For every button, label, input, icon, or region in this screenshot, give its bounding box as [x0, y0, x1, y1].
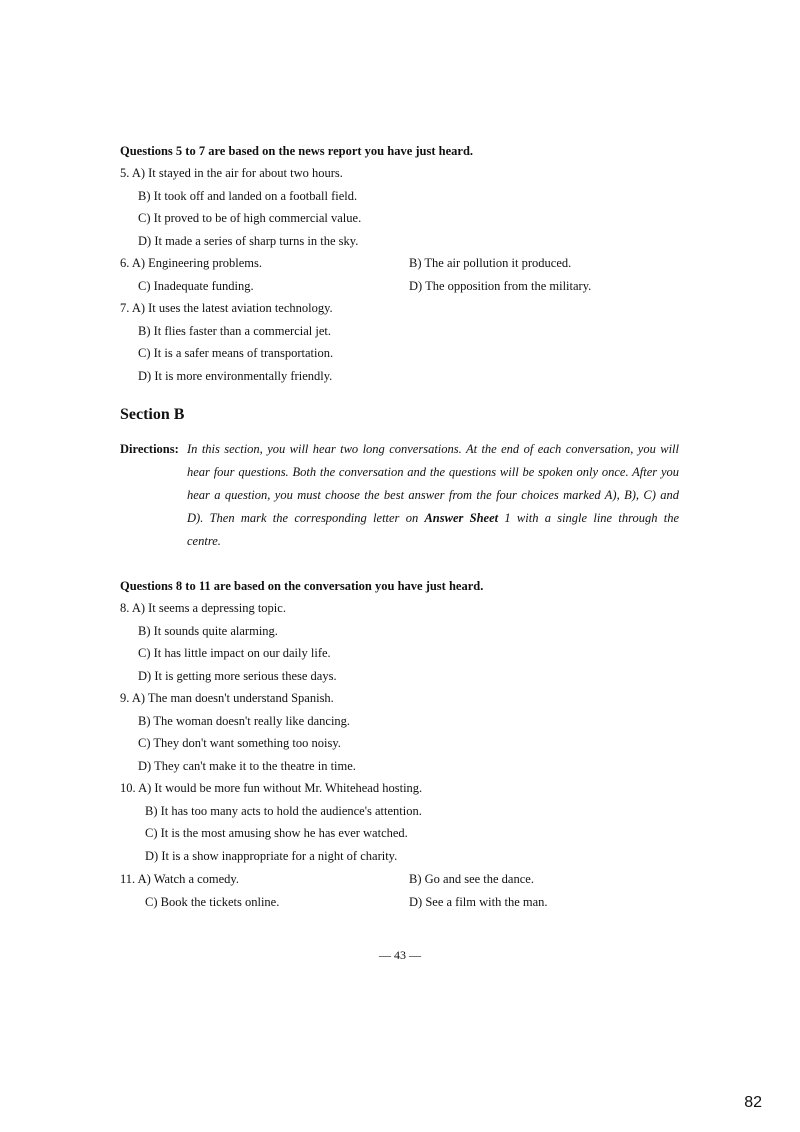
- questions-5-7-heading: Questions 5 to 7 are based on the news report you have just heard.: [120, 144, 474, 158]
- question-7-option-a: [120, 301, 333, 316]
- question-9-option-b: B) The woman doesn't really like dancing.: [138, 714, 351, 728]
- question-6-option-a: [120, 256, 262, 271]
- page-number: — 43 —: [379, 948, 421, 962]
- directions-line-2: hear four questions. Both the conversation and the questions will be spoken only once. After you: [187, 465, 679, 479]
- question-9-option-a: [120, 691, 334, 706]
- directions-line-3: hear a question, you must choose the best answer from the four choices marked A), B), C) and: [187, 488, 679, 502]
- q10-option-a-text: A) It would be more fun without Mr. Whitehead hosting.: [138, 781, 423, 795]
- answer-sheet-label: Answer Sheet: [424, 511, 499, 525]
- question-9-number: 9.: [120, 691, 130, 705]
- questions-8-11-heading: Questions 8 to 11 are based on the conversation you have just heard.: [120, 579, 484, 593]
- q8-option-a-text: A) It seems a depressing topic.: [131, 601, 286, 615]
- directions-label: Directions:: [120, 442, 179, 456]
- q6-option-a-text: A) Engineering problems.: [131, 256, 262, 270]
- q9-option-a-text: A) The man doesn't understand Spanish.: [131, 691, 334, 705]
- sheet-number: 82: [744, 1094, 762, 1111]
- question-10-option-d: D) It is a show inappropriate for a night of charity.: [145, 849, 398, 863]
- question-7-option-c: C) It is a safer means of transportation.: [138, 346, 334, 360]
- directions-line-4-start: D). Then mark the corresponding letter on: [187, 511, 419, 525]
- q7-option-a-text: A) It uses the latest aviation technology.: [131, 301, 333, 315]
- question-5-option-d: D) It made a series of sharp turns in the sky.: [138, 234, 359, 248]
- q5-option-a-text: A) It stayed in the air for about two hours.: [131, 166, 343, 180]
- question-6-option-b: B) The air pollution it produced.: [409, 256, 572, 270]
- question-10-option-b: B) It has too many acts to hold the audience's attention.: [145, 804, 422, 818]
- question-7-option-d: D) It is more environmentally friendly.: [138, 369, 333, 383]
- question-11-option-d: D) See a film with the man.: [409, 895, 548, 909]
- section-b-title: Section B: [120, 406, 185, 423]
- question-5-option-b: B) It took off and landed on a football field.: [138, 189, 358, 203]
- q11-option-a-text: A) Watch a comedy.: [137, 872, 239, 886]
- question-11-option-c: C) Book the tickets online.: [145, 895, 280, 909]
- directions-line-5: centre.: [187, 534, 221, 548]
- question-8-option-b: B) It sounds quite alarming.: [138, 624, 278, 638]
- question-10-option-c: C) It is the most amusing show he has ever watched.: [145, 826, 408, 840]
- question-11-number: 11.: [120, 872, 136, 886]
- question-8-option-a: [120, 601, 286, 616]
- question-9-option-d: D) They can't make it to the theatre in time.: [138, 759, 356, 773]
- question-8-option-d: D) It is getting more serious these days.: [138, 669, 337, 683]
- question-6-number: 6.: [120, 256, 130, 270]
- question-11-option-b: B) Go and see the dance.: [409, 872, 534, 886]
- directions-line-4-end: 1 with a single line through the: [504, 511, 680, 525]
- question-5-option-a: [120, 166, 343, 181]
- question-6-option-c: C) Inadequate funding.: [138, 279, 254, 293]
- question-10-number: 10.: [120, 781, 136, 795]
- question-5-number: 5.: [120, 166, 130, 180]
- question-10-option-a: [120, 781, 422, 796]
- question-7-number: 7.: [120, 301, 130, 315]
- question-9-option-c: C) They don't want something too noisy.: [138, 736, 341, 750]
- question-6-option-d: D) The opposition from the military.: [409, 279, 592, 293]
- directions-line-1: In this section, you will hear two long conversations. At the end of each conversation, you will: [187, 442, 679, 456]
- directions-line-4: [187, 511, 679, 526]
- question-7-option-b: B) It flies faster than a commercial jet.: [138, 324, 331, 338]
- question-11-option-a: [120, 872, 239, 887]
- question-5-option-c: C) It proved to be of high commercial value.: [138, 211, 362, 225]
- question-8-number: 8.: [120, 601, 130, 615]
- question-8-option-c: C) It has little impact on our daily life.: [138, 646, 331, 660]
